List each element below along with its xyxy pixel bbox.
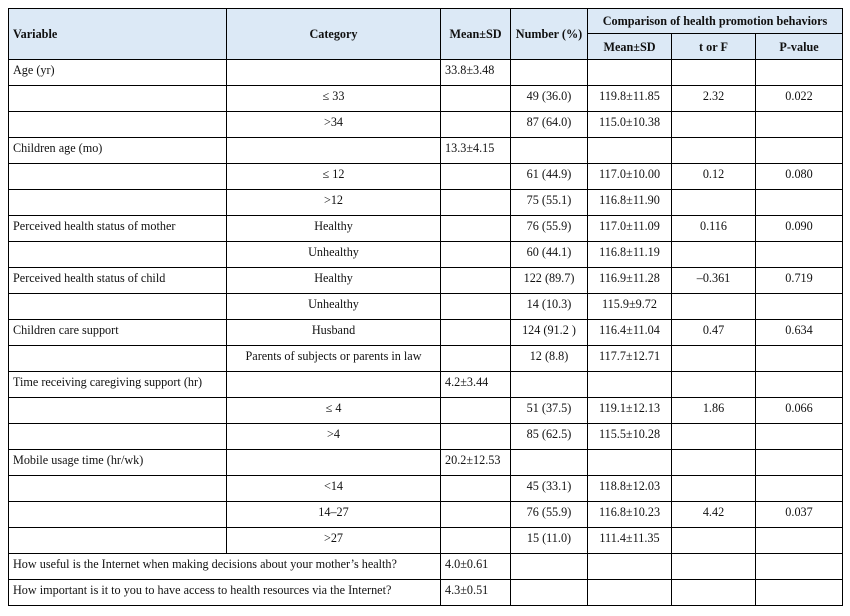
cell-p-value <box>756 60 843 86</box>
cell-number: 61 (44.9) <box>511 164 588 190</box>
cell-mean-sd <box>441 320 511 346</box>
cell-variable: Children care support <box>9 320 227 346</box>
cell-mean-sd: 20.2±12.53 <box>441 450 511 476</box>
table-row <box>9 242 843 268</box>
table-row <box>9 320 843 346</box>
cell-mean-sd: 33.8±3.48 <box>441 60 511 86</box>
table-row <box>9 554 843 580</box>
cell-p-value: 0.719 <box>756 268 843 294</box>
cell-category: Healthy <box>227 216 441 242</box>
cell-hp-mean-sd: 116.8±11.19 <box>588 242 672 268</box>
cell-mean-sd <box>441 424 511 450</box>
cell-category: Unhealthy <box>227 242 441 268</box>
cell-variable <box>9 424 227 450</box>
cell-variable: Perceived health status of child <box>9 268 227 294</box>
cell-category: ≤ 4 <box>227 398 441 424</box>
table-row <box>9 268 843 294</box>
cell-hp-mean-sd: 117.0±11.09 <box>588 216 672 242</box>
cell-number: 51 (37.5) <box>511 398 588 424</box>
cell-variable <box>9 190 227 216</box>
header-mean-sd: Mean±SD <box>441 9 511 60</box>
cell-hp-mean-sd: 116.8±11.90 <box>588 190 672 216</box>
cell-category: ≤ 33 <box>227 86 441 112</box>
table-row <box>9 190 843 216</box>
cell-number: 45 (33.1) <box>511 476 588 502</box>
cell-p-value <box>756 580 843 606</box>
cell-category: <14 <box>227 476 441 502</box>
health-promotion-table <box>8 8 843 606</box>
cell-t-or-f: 0.47 <box>672 320 756 346</box>
cell-category: Unhealthy <box>227 294 441 320</box>
cell-variable: How useful is the Internet when making decisions about your mother’s health? <box>9 554 441 580</box>
cell-variable <box>9 112 227 138</box>
table-row <box>9 112 843 138</box>
cell-category: >34 <box>227 112 441 138</box>
header-comparison: Comparison of health promotion behaviors <box>588 9 843 34</box>
cell-p-value <box>756 294 843 320</box>
cell-mean-sd: 4.3±0.51 <box>441 580 511 606</box>
cell-mean-sd <box>441 190 511 216</box>
cell-t-or-f <box>672 424 756 450</box>
cell-category <box>227 450 441 476</box>
cell-hp-mean-sd: 117.0±10.00 <box>588 164 672 190</box>
cell-variable <box>9 86 227 112</box>
cell-number: 124 (91.2 ) <box>511 320 588 346</box>
cell-mean-sd <box>441 476 511 502</box>
header-t-or-f: t or F <box>672 34 756 60</box>
cell-hp-mean-sd: 115.0±10.38 <box>588 112 672 138</box>
cell-number: 85 (62.5) <box>511 424 588 450</box>
cell-t-or-f <box>672 346 756 372</box>
cell-category: Husband <box>227 320 441 346</box>
cell-t-or-f <box>672 476 756 502</box>
cell-number: 76 (55.9) <box>511 216 588 242</box>
cell-hp-mean-sd <box>588 60 672 86</box>
cell-number <box>511 554 588 580</box>
cell-mean-sd <box>441 268 511 294</box>
cell-p-value: 0.080 <box>756 164 843 190</box>
cell-variable <box>9 476 227 502</box>
cell-variable: Perceived health status of mother <box>9 216 227 242</box>
table-row <box>9 346 843 372</box>
cell-category: >27 <box>227 528 441 554</box>
cell-hp-mean-sd: 118.8±12.03 <box>588 476 672 502</box>
table-row <box>9 164 843 190</box>
cell-variable: Age (yr) <box>9 60 227 86</box>
cell-mean-sd <box>441 242 511 268</box>
cell-p-value <box>756 138 843 164</box>
table-row <box>9 294 843 320</box>
cell-mean-sd: 13.3±4.15 <box>441 138 511 164</box>
cell-p-value: 0.037 <box>756 502 843 528</box>
header-category: Category <box>227 9 441 60</box>
cell-hp-mean-sd: 119.1±12.13 <box>588 398 672 424</box>
cell-hp-mean-sd: 117.7±12.71 <box>588 346 672 372</box>
table-row <box>9 372 843 398</box>
cell-mean-sd <box>441 164 511 190</box>
cell-variable <box>9 398 227 424</box>
cell-p-value <box>756 112 843 138</box>
cell-mean-sd <box>441 528 511 554</box>
cell-mean-sd <box>441 398 511 424</box>
cell-t-or-f: 1.86 <box>672 398 756 424</box>
header-p-value: P-value <box>756 34 843 60</box>
cell-category <box>227 138 441 164</box>
cell-hp-mean-sd <box>588 372 672 398</box>
cell-t-or-f <box>672 372 756 398</box>
cell-category <box>227 372 441 398</box>
cell-number <box>511 450 588 476</box>
table-container <box>8 8 843 606</box>
cell-mean-sd <box>441 294 511 320</box>
cell-hp-mean-sd: 111.4±11.35 <box>588 528 672 554</box>
cell-number: 15 (11.0) <box>511 528 588 554</box>
cell-number: 12 (8.8) <box>511 346 588 372</box>
cell-p-value: 0.634 <box>756 320 843 346</box>
cell-t-or-f: 4.42 <box>672 502 756 528</box>
cell-number: 60 (44.1) <box>511 242 588 268</box>
cell-variable <box>9 164 227 190</box>
cell-variable <box>9 346 227 372</box>
cell-t-or-f <box>672 190 756 216</box>
cell-number: 75 (55.1) <box>511 190 588 216</box>
cell-hp-mean-sd: 115.9±9.72 <box>588 294 672 320</box>
cell-p-value <box>756 242 843 268</box>
cell-t-or-f <box>672 450 756 476</box>
cell-hp-mean-sd <box>588 580 672 606</box>
cell-variable <box>9 242 227 268</box>
cell-mean-sd <box>441 112 511 138</box>
cell-t-or-f <box>672 138 756 164</box>
cell-p-value <box>756 450 843 476</box>
cell-variable: Time receiving caregiving support (hr) <box>9 372 227 398</box>
cell-p-value <box>756 476 843 502</box>
cell-p-value: 0.090 <box>756 216 843 242</box>
cell-variable: How important is it to you to have access to health resources via the Internet? <box>9 580 441 606</box>
cell-mean-sd <box>441 216 511 242</box>
cell-mean-sd <box>441 502 511 528</box>
table-row <box>9 398 843 424</box>
cell-mean-sd <box>441 86 511 112</box>
cell-t-or-f <box>672 60 756 86</box>
table-row <box>9 86 843 112</box>
cell-p-value: 0.022 <box>756 86 843 112</box>
header-variable: Variable <box>9 9 227 60</box>
cell-t-or-f: –0.361 <box>672 268 756 294</box>
table-row <box>9 216 843 242</box>
cell-category: Healthy <box>227 268 441 294</box>
table-body <box>9 60 843 606</box>
cell-variable <box>9 502 227 528</box>
table-row <box>9 138 843 164</box>
cell-t-or-f <box>672 112 756 138</box>
cell-hp-mean-sd: 116.9±11.28 <box>588 268 672 294</box>
table-row <box>9 502 843 528</box>
cell-category: Parents of subjects or parents in law <box>227 346 441 372</box>
table-row <box>9 476 843 502</box>
cell-category: >4 <box>227 424 441 450</box>
cell-hp-mean-sd: 115.5±10.28 <box>588 424 672 450</box>
cell-t-or-f: 0.12 <box>672 164 756 190</box>
cell-category: >12 <box>227 190 441 216</box>
table-row <box>9 424 843 450</box>
cell-number: 49 (36.0) <box>511 86 588 112</box>
cell-variable <box>9 528 227 554</box>
header-row-1 <box>9 9 843 34</box>
cell-variable: Mobile usage time (hr/wk) <box>9 450 227 476</box>
cell-variable <box>9 294 227 320</box>
cell-hp-mean-sd: 116.4±11.04 <box>588 320 672 346</box>
cell-t-or-f: 0.116 <box>672 216 756 242</box>
cell-hp-mean-sd <box>588 138 672 164</box>
cell-mean-sd: 4.2±3.44 <box>441 372 511 398</box>
table-row <box>9 60 843 86</box>
header-hp-mean-sd: Mean±SD <box>588 34 672 60</box>
cell-number <box>511 372 588 398</box>
table-row <box>9 580 843 606</box>
cell-t-or-f <box>672 580 756 606</box>
cell-number <box>511 138 588 164</box>
cell-p-value <box>756 346 843 372</box>
cell-t-or-f <box>672 554 756 580</box>
cell-p-value <box>756 190 843 216</box>
cell-variable: Children age (mo) <box>9 138 227 164</box>
cell-p-value <box>756 554 843 580</box>
cell-mean-sd: 4.0±0.61 <box>441 554 511 580</box>
cell-hp-mean-sd <box>588 554 672 580</box>
cell-number: 122 (89.7) <box>511 268 588 294</box>
cell-t-or-f <box>672 242 756 268</box>
cell-p-value <box>756 528 843 554</box>
cell-number: 76 (55.9) <box>511 502 588 528</box>
cell-t-or-f <box>672 528 756 554</box>
cell-category: ≤ 12 <box>227 164 441 190</box>
cell-category <box>227 60 441 86</box>
cell-p-value <box>756 372 843 398</box>
cell-hp-mean-sd <box>588 450 672 476</box>
cell-p-value: 0.066 <box>756 398 843 424</box>
cell-number <box>511 580 588 606</box>
header-number: Number (%) <box>511 9 588 60</box>
table-row <box>9 450 843 476</box>
cell-category: 14–27 <box>227 502 441 528</box>
cell-hp-mean-sd: 116.8±10.23 <box>588 502 672 528</box>
cell-hp-mean-sd: 119.8±11.85 <box>588 86 672 112</box>
cell-number <box>511 60 588 86</box>
cell-number: 87 (64.0) <box>511 112 588 138</box>
cell-p-value <box>756 424 843 450</box>
cell-number: 14 (10.3) <box>511 294 588 320</box>
cell-t-or-f <box>672 294 756 320</box>
cell-t-or-f: 2.32 <box>672 86 756 112</box>
table-row <box>9 528 843 554</box>
cell-mean-sd <box>441 346 511 372</box>
